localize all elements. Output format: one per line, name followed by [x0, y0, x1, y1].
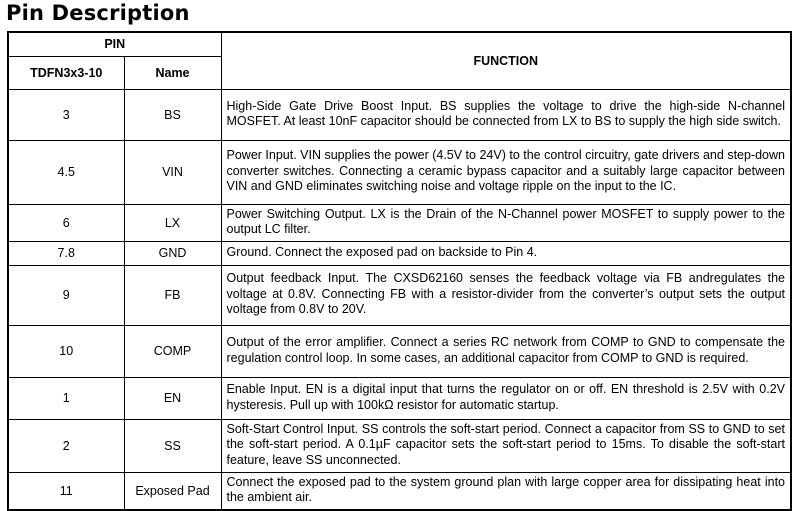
pin-function-cell: Ground. Connect the exposed pad on backside to Pin 4.: [221, 241, 791, 265]
table-row: [8, 419, 791, 472]
pin-number-cell: 9: [8, 265, 124, 325]
pin-name-cell: COMP: [124, 325, 221, 377]
header-row-pin-group: [8, 32, 791, 56]
pin-description-table: [7, 31, 792, 511]
pin-name-cell: VIN: [124, 140, 221, 204]
pin-number-cell: 4.5: [8, 140, 124, 204]
pin-name-cell: Exposed Pad: [124, 472, 221, 510]
table-row: [8, 140, 791, 204]
package-column-header: TDFN3x3-10: [8, 56, 124, 89]
pin-name-cell: GND: [124, 241, 221, 265]
pin-number-cell: 6: [8, 204, 124, 241]
pin-name-cell: FB: [124, 265, 221, 325]
table-row: [8, 325, 791, 377]
pin-function-cell: Connect the exposed pad to the system ground plan with large copper area for dissipating heat into the ambient air.: [221, 472, 791, 510]
page-title: Pin Description: [6, 1, 190, 25]
table-row: [8, 241, 791, 265]
pin-function-cell: Output feedback Input. The CXSD62160 senses the feedback voltage via FB andregulates the voltage at 0.8V. Connecting FB with a resistor-divider from the converter’s output sets the output voltage from 0.8V to 20V.: [221, 265, 791, 325]
pin-function-cell: Power Input. VIN supplies the power (4.5V to 24V) to the control circuitry, gate drivers and step-down converter switches. Connecting a ceramic bypass capacitor and a suitably large capacitor between VIN and GND eliminates switching noise and voltage ripple on the input to the IC.: [221, 140, 791, 204]
name-column-header: Name: [124, 56, 221, 89]
table-row: [8, 204, 791, 241]
pin-number-cell: 1: [8, 377, 124, 419]
pin-function-cell: Enable Input. EN is a digital input that turns the regulator on or off. EN threshold is 2.5V with 0.2V hysteresis. Pull up with 100kΩ resistor for automatic startup.: [221, 377, 791, 419]
pin-group-header: PIN: [8, 32, 221, 56]
pin-function-cell: Power Switching Output. LX is the Drain of the N-Channel power MOSFET to supply power to the output LC filter.: [221, 204, 791, 241]
table-header: [8, 32, 791, 89]
function-column-header: FUNCTION: [221, 32, 791, 89]
pin-function-cell: High-Side Gate Drive Boost Input. BS supplies the voltage to drive the high-side N-channel MOSFET. At least 10nF capacitor should be connected from LX to BS to supply the high side switch.: [221, 89, 791, 140]
pin-function-cell: Soft-Start Control Input. SS controls the soft-start period. Connect a capacitor from SS to GND to set the soft-start period. A 0.1µF capacitor sets the soft-start period to 15ms. To disable the soft-start feature, leave SS unconnected.: [221, 419, 791, 472]
pin-number-cell: 2: [8, 419, 124, 472]
pin-name-cell: BS: [124, 89, 221, 140]
pin-number-cell: 7.8: [8, 241, 124, 265]
pin-function-cell: Output of the error amplifier. Connect a series RC network from COMP to GND to compensate the regulation control loop. In some cases, an additional capacitor from COMP to GND is required.: [221, 325, 791, 377]
pin-name-cell: EN: [124, 377, 221, 419]
table-body: [8, 89, 791, 510]
pin-name-cell: LX: [124, 204, 221, 241]
table-row: [8, 377, 791, 419]
table-row: [8, 265, 791, 325]
pin-number-cell: 10: [8, 325, 124, 377]
pin-name-cell: SS: [124, 419, 221, 472]
table-row: [8, 472, 791, 510]
pin-number-cell: 3: [8, 89, 124, 140]
pin-number-cell: 11: [8, 472, 124, 510]
table-row: [8, 89, 791, 140]
